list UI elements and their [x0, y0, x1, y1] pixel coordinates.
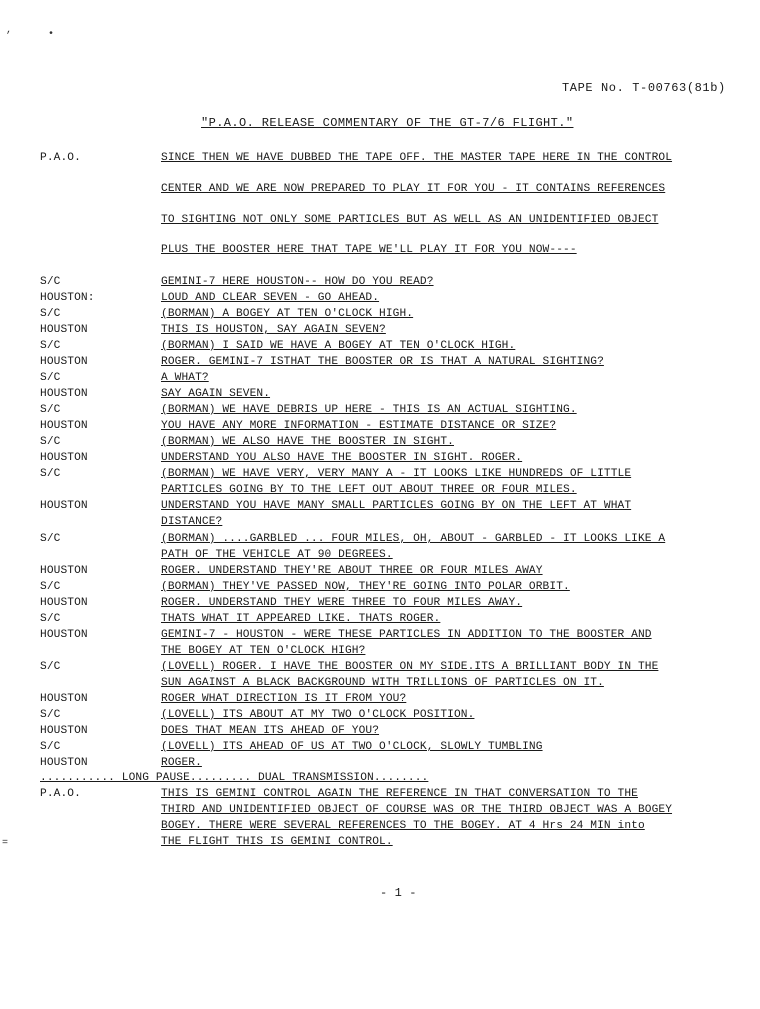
page-number: - 1 -	[380, 886, 417, 900]
dialogue-line: (LOVELL) ITS ABOUT AT MY TWO O'CLOCK POSITION.	[161, 709, 475, 721]
dialogue-line: (BORMAN) ....GARBLED ... FOUR MILES, OH, ABOUT - GARBLED - IT LOOKS LIKE A	[161, 533, 666, 545]
dialogue-line: THE BOGEY AT TEN O'CLOCK HIGH?	[161, 645, 366, 657]
scan-speck: =	[2, 838, 9, 849]
speaker-label: HOUSTON	[40, 388, 88, 400]
speaker-label: HOUSTON	[40, 356, 88, 368]
speaker-label: HOUSTON	[40, 629, 88, 641]
dialogue-line: (LOVELL) ITS AHEAD OF US AT TWO O'CLOCK, SLOWLY TUMBLING	[161, 741, 543, 753]
speaker-label: P.A.O.	[40, 788, 81, 800]
dialogue-line: (LOVELL) ROGER. I HAVE THE BOOSTER ON MY SIDE.ITS A BRILLIANT BODY IN THE	[161, 661, 659, 673]
scan-speck: •	[48, 29, 55, 40]
closing-line: THIS IS GEMINI CONTROL AGAIN THE REFERENCE IN THAT CONVERSATION TO THE	[161, 788, 638, 800]
speaker-label: S/C	[40, 468, 61, 480]
speaker-label: HOUSTON	[40, 725, 88, 737]
dialogue-line: (BORMAN) I SAID WE HAVE A BOGEY AT TEN O'CLOCK HIGH.	[161, 340, 516, 352]
speaker-label: S/C	[40, 372, 61, 384]
dialogue-line: THATS WHAT IT APPEARED LIKE. THATS ROGER.	[161, 613, 441, 625]
dialogue-line: GEMINI-7 HERE HOUSTON-- HOW DO YOU READ?	[161, 276, 434, 288]
dialogue-line: (BORMAN) WE HAVE VERY, VERY MANY A - IT LOOKS LIKE HUNDREDS OF LITTLE	[161, 468, 632, 480]
speaker-label: HOUSTON	[40, 565, 88, 577]
dialogue-line: DISTANCE?	[161, 516, 223, 528]
intro-line: TO SIGHTING NOT ONLY SOME PARTICLES BUT AS WELL AS AN UNIDENTIFIED OBJECT	[161, 214, 659, 226]
speaker-label: S/C	[40, 404, 61, 416]
dialogue-line: ROGER. UNDERSTAND THEY'RE ABOUT THREE OR FOUR MILES AWAY	[161, 565, 543, 577]
speaker-label: S/C	[40, 661, 61, 673]
dialogue-line: ROGER. GEMINI-7 ISTHAT THE BOOSTER OR IS THAT A NATURAL SIGHTING?	[161, 356, 604, 368]
dialogue-line: (BORMAN) A BOGEY AT TEN O'CLOCK HIGH.	[161, 308, 414, 320]
speaker-label: S/C	[40, 340, 61, 352]
speaker-label: S/C	[40, 613, 61, 625]
speaker-label: S/C	[40, 533, 61, 545]
dialogue-line: UNDERSTAND YOU HAVE MANY SMALL PARTICLES GOING BY ON THE LEFT AT WHAT	[161, 500, 632, 512]
speaker-label: S/C	[40, 308, 61, 320]
dialogue-line: UNDERSTAND YOU ALSO HAVE THE BOOSTER IN SIGHT. ROGER.	[161, 452, 523, 464]
speaker-label: HOUSTON	[40, 757, 88, 769]
dialogue-line: ROGER. UNDERSTAND THEY WERE THREE TO FOUR MILES AWAY.	[161, 597, 523, 609]
speaker-label: HOUSTON	[40, 597, 88, 609]
intro-line: CENTER AND WE ARE NOW PREPARED TO PLAY IT FOR YOU - IT CONTAINS REFERENCES	[161, 183, 666, 195]
speaker-label: S/C	[40, 741, 61, 753]
dialogue-line: SAY AGAIN SEVEN.	[161, 388, 271, 400]
speaker-label: P.A.O.	[40, 152, 81, 164]
speaker-label: S/C	[40, 581, 61, 593]
scan-speck: ,	[6, 25, 13, 36]
dialogue-line: GEMINI-7 - HOUSTON - WERE THESE PARTICLES IN ADDITION TO THE BOOSTER AND	[161, 629, 652, 641]
closing-line: THE FLIGHT THIS IS GEMINI CONTROL.	[161, 836, 393, 848]
speaker-label: HOUSTON	[40, 452, 88, 464]
dialogue-line: A WHAT?	[161, 372, 209, 384]
dialogue-line: YOU HAVE ANY MORE INFORMATION - ESTIMATE DISTANCE OR SIZE?	[161, 420, 557, 432]
closing-line: THIRD AND UNIDENTIFIED OBJECT OF COURSE WAS OR THE THIRD OBJECT WAS A BOGEY	[161, 804, 673, 816]
speaker-label: HOUSTON	[40, 420, 88, 432]
dialogue-line: DOES THAT MEAN ITS AHEAD OF YOU?	[161, 725, 380, 737]
dialogue-line: PARTICLES GOING BY TO THE LEFT OUT ABOUT THREE OR FOUR MILES.	[161, 484, 577, 496]
speaker-label: S/C	[40, 276, 61, 288]
speaker-label: HOUSTON	[40, 500, 88, 512]
speaker-label: S/C	[40, 436, 61, 448]
dialogue-line: LOUD AND CLEAR SEVEN - GO AHEAD.	[161, 292, 380, 304]
speaker-label: HOUSTON:	[40, 292, 95, 304]
dialogue-line: SUN AGAINST A BLACK BACKGROUND WITH TRILLIONS OF PARTICLES ON IT.	[161, 677, 604, 689]
dialogue-line: ROGER.	[161, 757, 202, 769]
document-title: "P.A.O. RELEASE COMMENTARY OF THE GT-7/6 FLIGHT."	[201, 116, 574, 130]
intro-line: SINCE THEN WE HAVE DUBBED THE TAPE OFF. THE MASTER TAPE HERE IN THE CONTROL	[161, 152, 673, 164]
dialogue-line: THIS IS HOUSTON, SAY AGAIN SEVEN?	[161, 324, 386, 336]
speaker-label: HOUSTON	[40, 324, 88, 336]
dialogue-line: (BORMAN) WE ALSO HAVE THE BOOSTER IN SIGHT.	[161, 436, 454, 448]
speaker-label: S/C	[40, 709, 61, 721]
dialogue-line: ROGER WHAT DIRECTION IS IT FROM YOU?	[161, 693, 407, 705]
intro-line: PLUS THE BOOSTER HERE THAT TAPE WE'LL PLAY IT FOR YOU NOW----	[161, 244, 577, 256]
tape-number: TAPE No. T-00763(81b)	[562, 81, 726, 95]
dialogue-line: (BORMAN) THEY'VE PASSED NOW, THEY'RE GOING INTO POLAR ORBIT.	[161, 581, 570, 593]
speaker-label: HOUSTON	[40, 693, 88, 705]
dialogue-line: (BORMAN) WE HAVE DEBRIS UP HERE - THIS IS AN ACTUAL SIGHTING.	[161, 404, 577, 416]
long-pause-line: ........... LONG PAUSE......... DUAL TRANSMISSION........	[40, 772, 429, 784]
dialogue-line: PATH OF THE VEHICLE AT 90 DEGREES.	[161, 549, 393, 561]
closing-line: BOGEY. THERE WERE SEVERAL REFERENCES TO THE BOGEY. AT 4 Hrs 24 MIN into	[161, 820, 645, 832]
